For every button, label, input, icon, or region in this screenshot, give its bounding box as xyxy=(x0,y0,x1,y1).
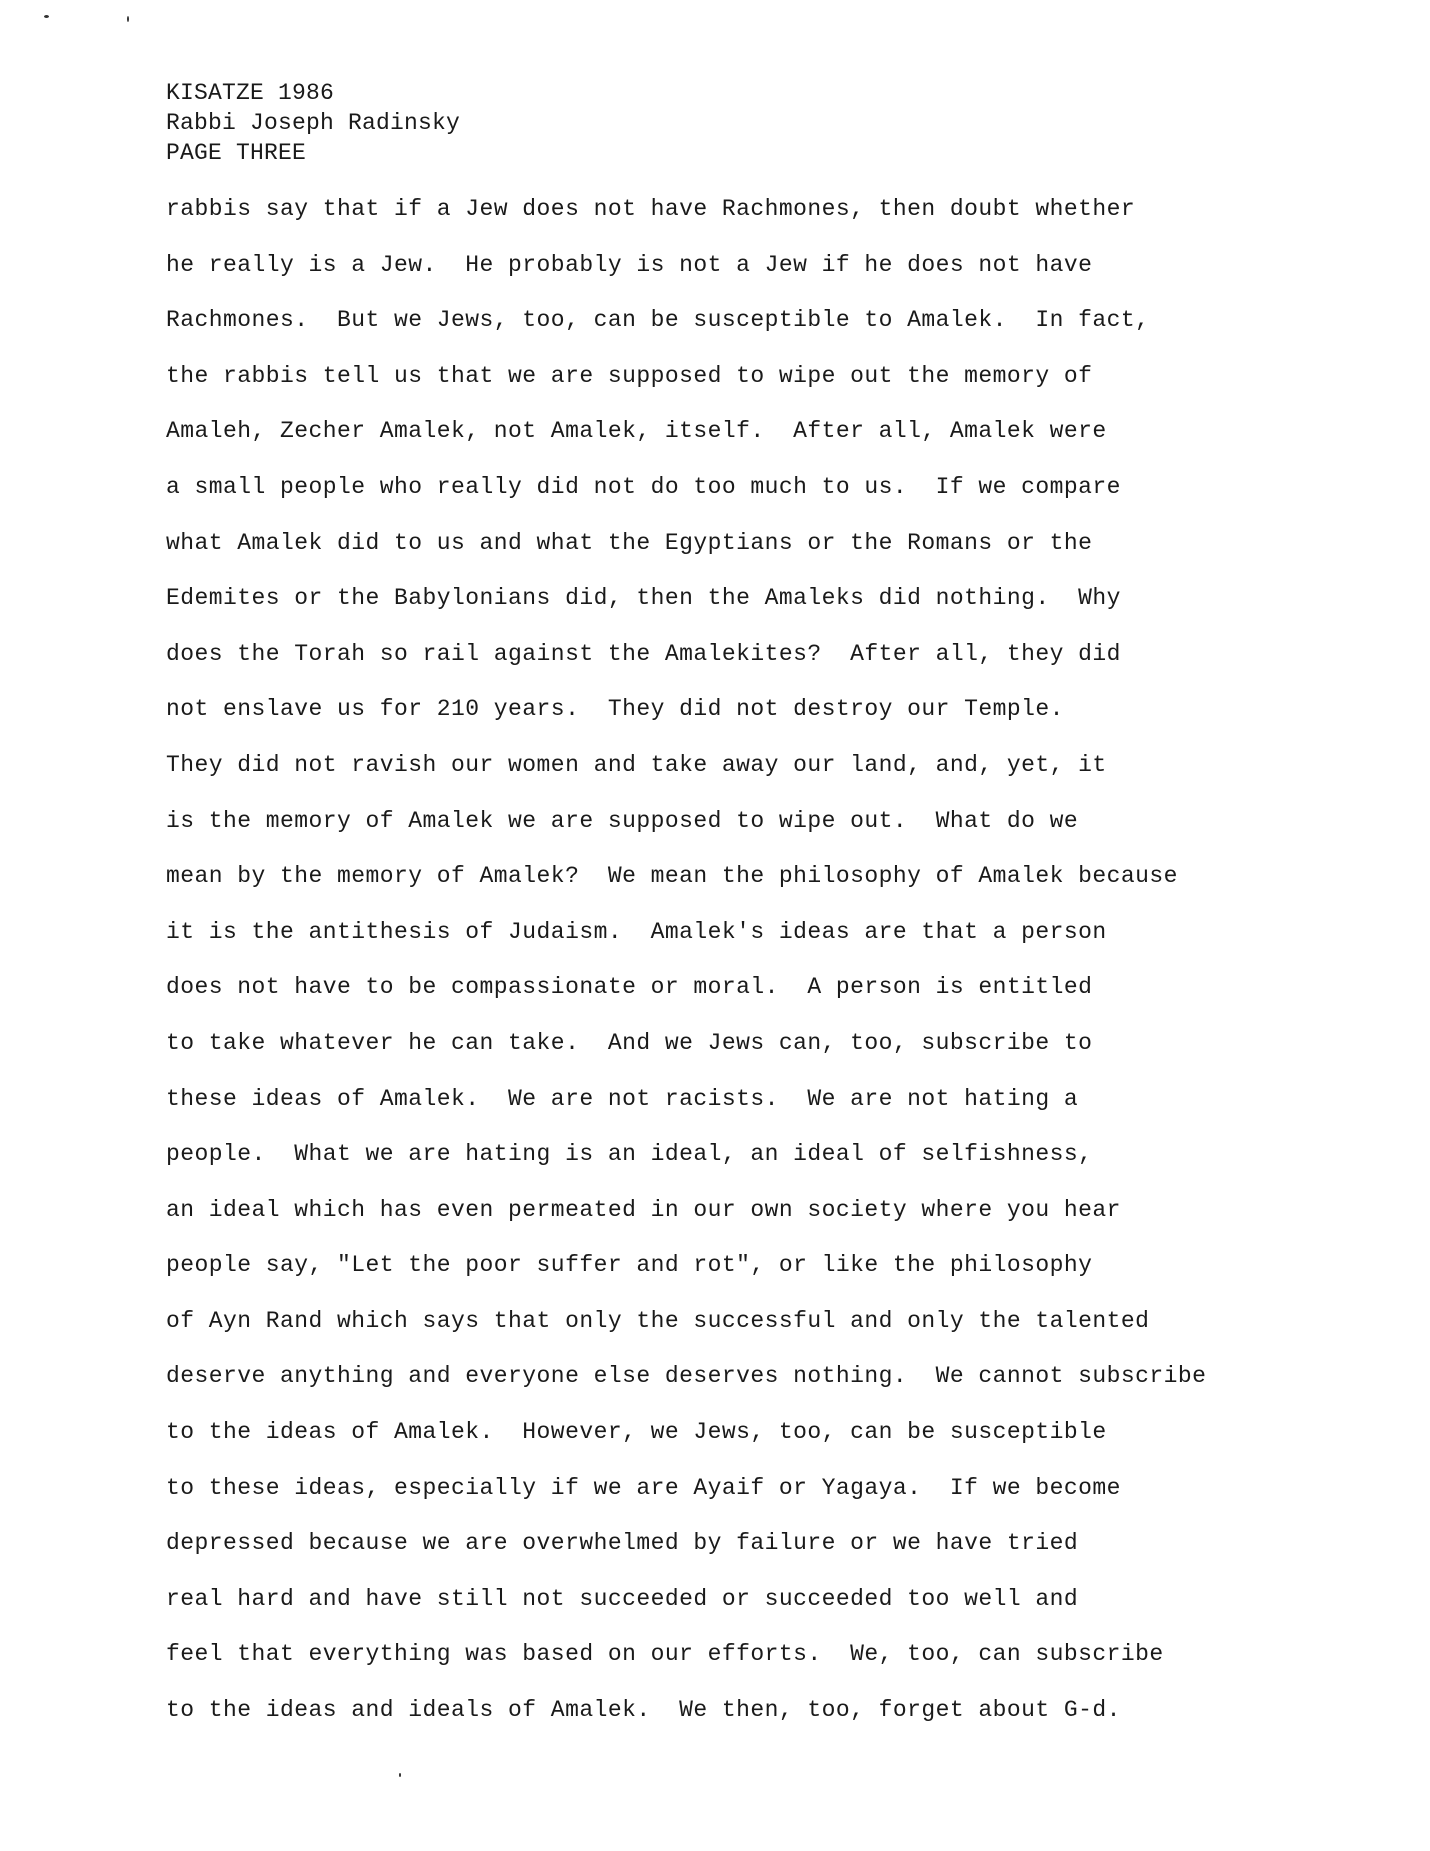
text-line: these ideas of Amalek. We are not racists. We are not hating a xyxy=(166,1085,1079,1112)
text-line: the rabbis tell us that we are supposed to wipe out the memory of xyxy=(166,362,1093,389)
text-line: feel that everything was based on our efforts. We, too, can subscribe xyxy=(166,1641,1164,1668)
document-author: Rabbi Joseph Radinsky xyxy=(166,110,461,136)
text-line: real hard and have still not succeeded or succeeded too well and xyxy=(166,1585,1079,1612)
text-line: Amaleh, Zecher Amalek, not Amalek, itself. After all, Amalek were xyxy=(166,418,1107,445)
text-line: he really is a Jew. He probably is not a Jew if he does not have xyxy=(166,251,1093,278)
text-line: an ideal which has even permeated in our own society where you hear xyxy=(166,1196,1121,1223)
text-line: to the ideas and ideals of Amalek. We then, too, forget about G-d. xyxy=(166,1697,1121,1724)
text-line: to these ideas, especially if we are Ayaif or Yagaya. If we become xyxy=(166,1474,1121,1501)
text-line: does not have to be compassionate or moral. A person is entitled xyxy=(166,974,1093,1001)
text-line: to the ideas of Amalek. However, we Jews, too, can be susceptible xyxy=(166,1419,1107,1446)
text-line: does the Torah so rail against the Amalekites? After all, they did xyxy=(166,640,1121,667)
text-line: it is the antithesis of Judaism. Amalek's ideas are that a person xyxy=(166,918,1107,945)
text-line: a small people who really did not do too much to us. If we compare xyxy=(166,473,1121,500)
text-line: Edemites or the Babylonians did, then the Amaleks did nothing. Why xyxy=(166,585,1121,612)
body-text xyxy=(166,194,1206,1751)
text-line: Rachmones. But we Jews, too, can be susceptible to Amalek. In fact, xyxy=(166,307,1150,334)
text-line: people. What we are hating is an ideal, an ideal of selfishness, xyxy=(166,1141,1093,1168)
text-line: is the memory of Amalek we are supposed to wipe out. What do we xyxy=(166,807,1079,834)
text-line: people say, "Let the poor suffer and rot", or like the philosophy xyxy=(166,1252,1093,1279)
scan-speck xyxy=(127,16,129,22)
document-title: KISATZE 1986 xyxy=(166,80,335,106)
text-line: of Ayn Rand which says that only the successful and only the talented xyxy=(166,1307,1150,1334)
document-header xyxy=(166,78,460,168)
scan-speck xyxy=(44,15,49,18)
text-line: not enslave us for 210 years. They did not destroy our Temple. xyxy=(166,696,1064,723)
text-line: depressed because we are overwhelmed by failure or we have tried xyxy=(166,1530,1079,1557)
text-line: deserve anything and everyone else deserves nothing. We cannot subscribe xyxy=(166,1363,1207,1390)
text-line: mean by the memory of Amalek? We mean the philosophy of Amalek because xyxy=(166,863,1178,890)
text-line: They did not ravish our women and take away our land, and, yet, it xyxy=(166,751,1107,778)
text-line: rabbis say that if a Jew does not have Rachmones, then doubt whether xyxy=(166,196,1136,222)
text-line: to take whatever he can take. And we Jews can, too, subscribe to xyxy=(166,1029,1093,1056)
text-line: what Amalek did to us and what the Egyptians or the Romans or the xyxy=(166,529,1093,556)
scan-speck xyxy=(399,1773,401,1777)
page-label: PAGE THREE xyxy=(166,140,307,166)
